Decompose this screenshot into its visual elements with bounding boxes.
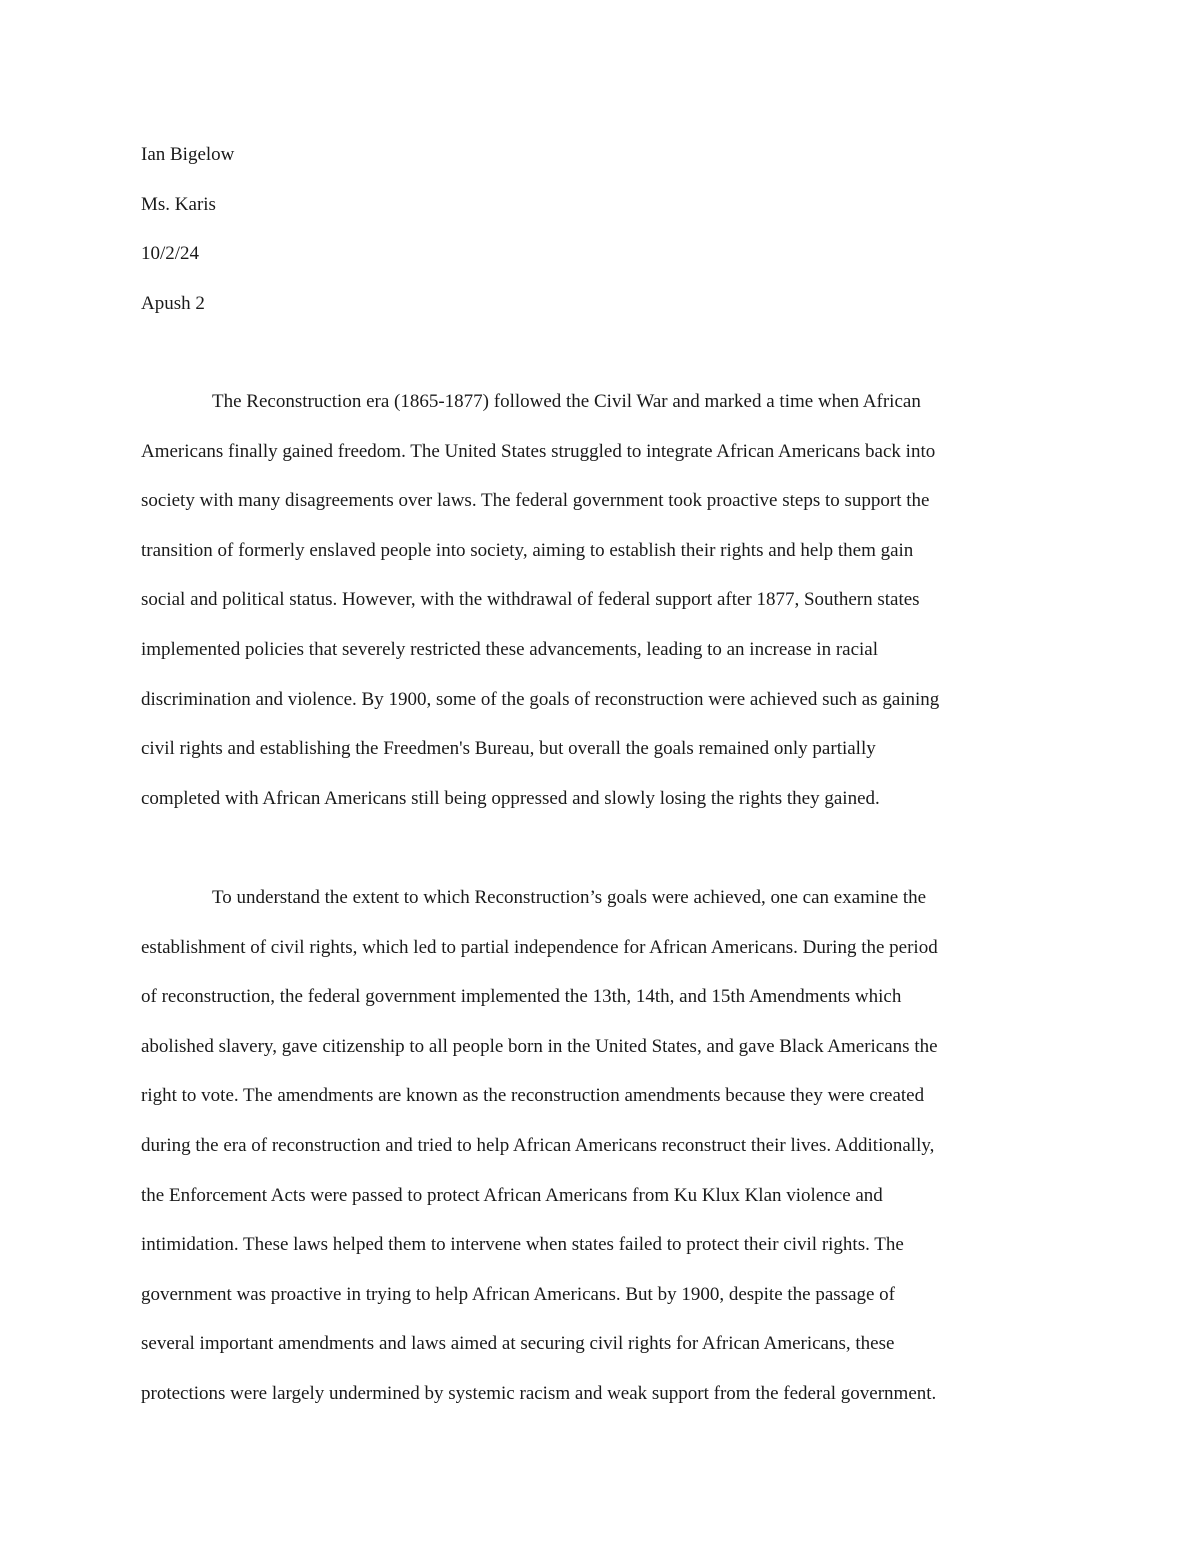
paragraph-line: the Enforcement Acts were passed to protect African Americans from Ku Klux Klan violence and xyxy=(141,1184,883,1206)
essay-header xyxy=(141,140,741,339)
paragraph-line: government was proactive in trying to help African Americans. But by 1900, despite the passage of xyxy=(141,1283,896,1305)
paragraph-line: social and political status. However, with the withdrawal of federal support after 1877, Southern states xyxy=(141,589,920,611)
paragraph-line: abolished slavery, gave citizenship to all people born in the United States, and gave Black Americans the xyxy=(141,1035,938,1057)
paragraph-line: society with many disagreements over laws. The federal government took proactive steps to support the xyxy=(141,490,930,512)
paragraph-line: several important amendments and laws aimed at securing civil rights for African Americans, these xyxy=(141,1333,895,1355)
teacher-name: Ms. Karis xyxy=(141,193,216,215)
paragraph-line: right to vote. The amendments are known as the reconstruction amendments because they were created xyxy=(141,1085,925,1107)
paragraph-line: civil rights and establishing the Freedmen's Bureau, but overall the goals remained only partially xyxy=(141,738,876,760)
date: 10/2/24 xyxy=(141,243,200,265)
paragraph-line: during the era of reconstruction and tried to help African Americans reconstruct their lives. Additionally, xyxy=(141,1134,935,1156)
paragraph-line: To understand the extent to which Reconstruction’s goals were achieved, one can examine the xyxy=(212,887,927,908)
paragraph-line: discrimination and violence. By 1900, some of the goals of reconstruction were achieved such as gaining xyxy=(141,688,940,710)
paragraph-line: implemented policies that severely restricted these advancements, leading to an increase in racial xyxy=(141,638,879,660)
paragraph-line: Americans finally gained freedom. The United States struggled to integrate African Americans back into xyxy=(141,440,936,462)
student-name: Ian Bigelow xyxy=(141,144,235,165)
paragraph-line: of reconstruction, the federal government implemented the 13th, 14th, and 15th Amendments which xyxy=(141,986,902,1008)
paragraph-1 xyxy=(141,387,1061,833)
paragraph-line: establishment of civil rights, which led to partial independence for African Americans. During the period xyxy=(141,936,938,958)
paragraph-2 xyxy=(141,883,1061,1429)
paragraph-line: transition of formerly enslaved people into society, aiming to establish their rights and help them gain xyxy=(141,539,914,561)
paragraph-line: protections were largely undermined by systemic racism and weak support from the federal government. xyxy=(141,1382,937,1404)
paragraph-line: The Reconstruction era (1865-1877) followed the Civil War and marked a time when African xyxy=(212,391,921,412)
course-name: Apush 2 xyxy=(141,293,205,315)
paragraph-line: completed with African Americans still being oppressed and slowly losing the rights they gained. xyxy=(141,787,880,809)
paragraph-line: intimidation. These laws helped them to intervene when states failed to protect their civil rights. The xyxy=(141,1234,904,1256)
